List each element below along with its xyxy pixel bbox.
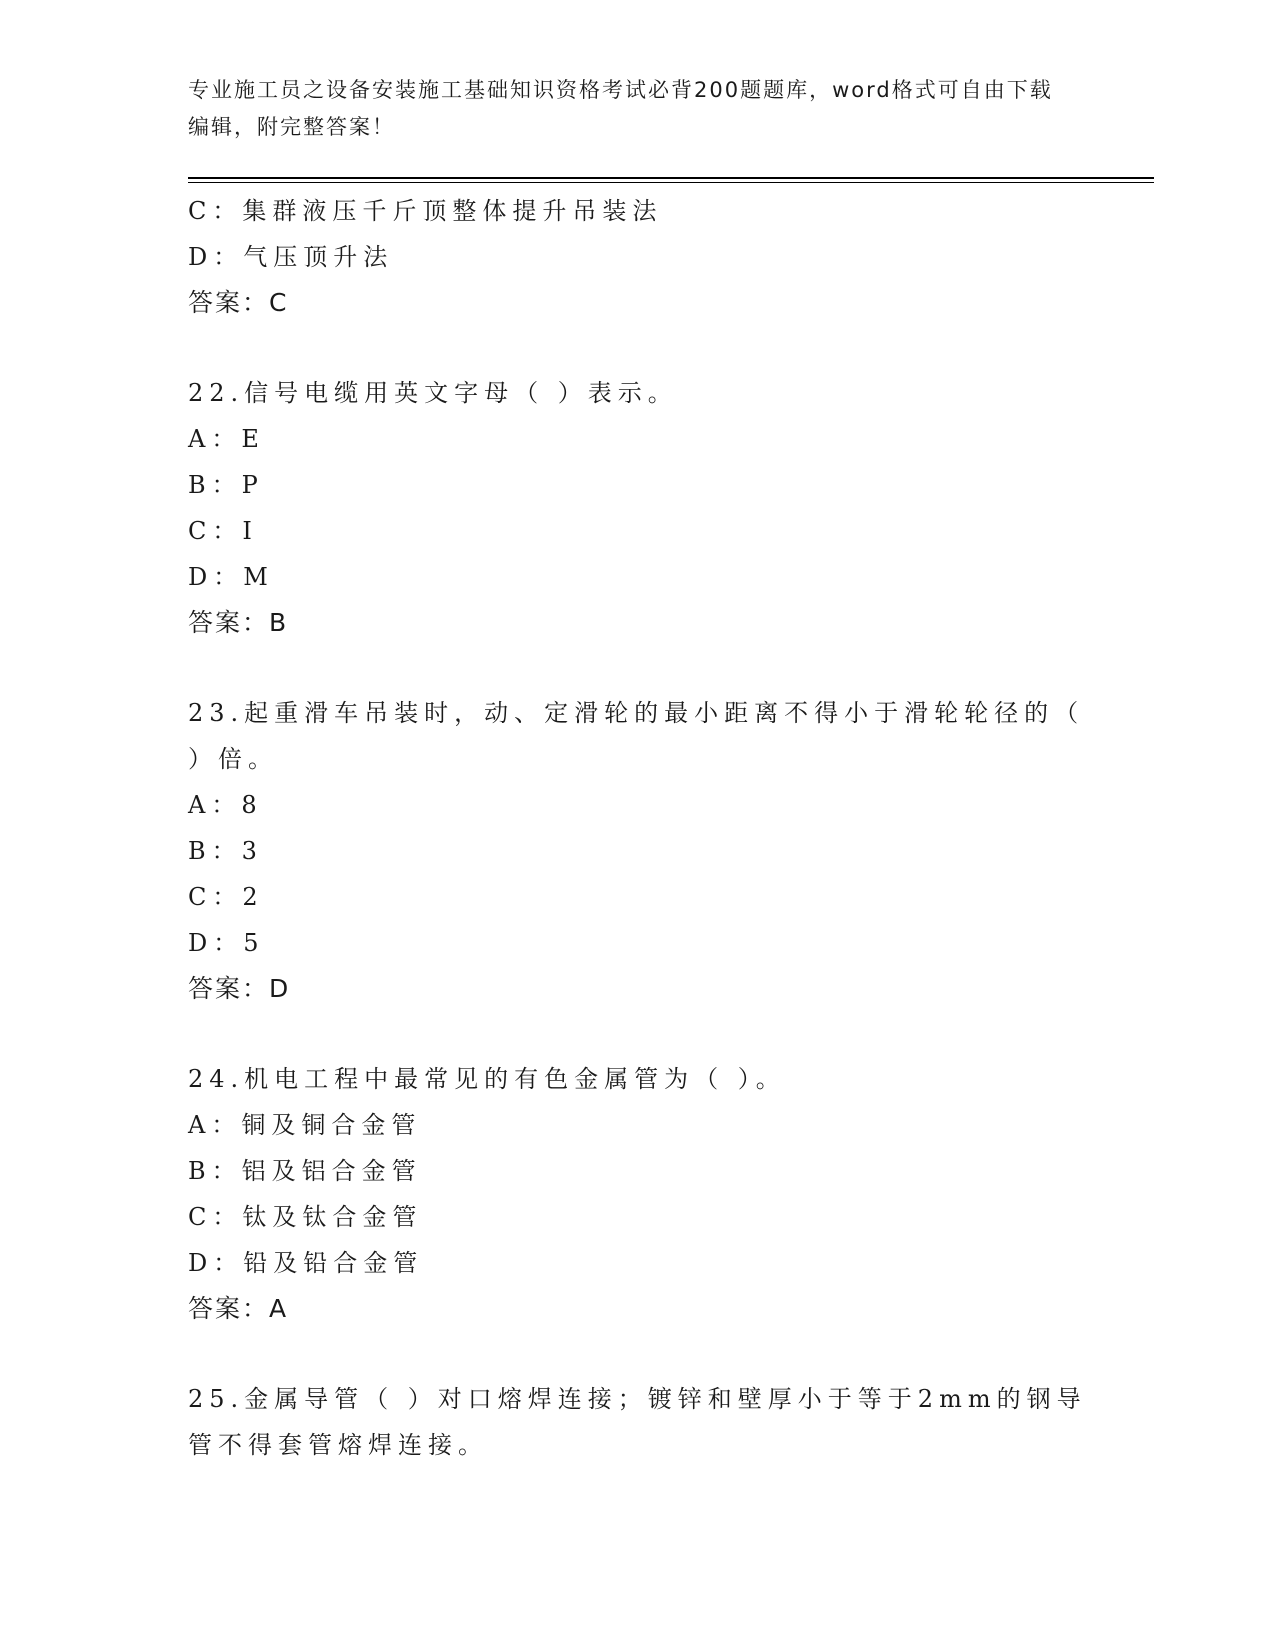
option-a: A：E (188, 425, 265, 453)
document-header (188, 72, 1068, 146)
question-25 (188, 1376, 1088, 1468)
spacer (188, 1332, 1088, 1376)
option-d: D：M (188, 563, 274, 591)
question-24 (188, 1056, 1088, 1332)
question-stem: 22.信号电缆用英文字母（ ）表示。 (188, 379, 678, 407)
question-fragment (188, 188, 1088, 326)
spacer (188, 326, 1088, 370)
option-d: D：气压顶升法 (188, 243, 394, 271)
option-a: A：铜及铜合金管 (188, 1111, 422, 1139)
option-c: C：集群液压千斤顶整体提升吊装法 (188, 197, 663, 225)
option-d: D：5 (188, 929, 265, 957)
spacer (188, 1012, 1088, 1056)
question-23 (188, 690, 1098, 1012)
answer: 答案：A (188, 1294, 289, 1323)
option-a: A：8 (188, 791, 263, 819)
spacer (188, 646, 1088, 690)
document-title: 专业施工员之设备安装施工基础知识资格考试必背200题题库，word格式可自由下载编辑，附完整答案！ (188, 78, 1053, 139)
header-rule-thick (188, 177, 1154, 179)
option-c: C：2 (188, 883, 264, 911)
question-stem: 23.起重滑车吊装时，动、定滑轮的最小距离不得小于滑轮轮径的（ ）倍。 (188, 699, 1098, 773)
option-b: B：铝及铝合金管 (188, 1157, 422, 1185)
option-b: B：3 (188, 837, 263, 865)
question-list (188, 188, 1098, 1468)
answer: 答案：D (188, 974, 291, 1003)
question-stem: 25.金属导管（ ）对口熔焊连接；镀锌和壁厚小于等于2mm的钢导管不得套管熔焊连接。 (188, 1385, 1087, 1459)
answer: 答案：C (188, 288, 289, 317)
question-22 (188, 370, 1088, 646)
header-rule-thin (188, 182, 1154, 183)
option-c: C：钛及钛合金管 (188, 1203, 423, 1231)
answer: 答案：B (188, 608, 289, 637)
question-stem: 24.机电工程中最常见的有色金属管为（ ）。 (188, 1065, 786, 1093)
option-c: C：I (188, 517, 258, 545)
option-b: B：P (188, 471, 264, 499)
option-d: D：铅及铅合金管 (188, 1249, 424, 1277)
